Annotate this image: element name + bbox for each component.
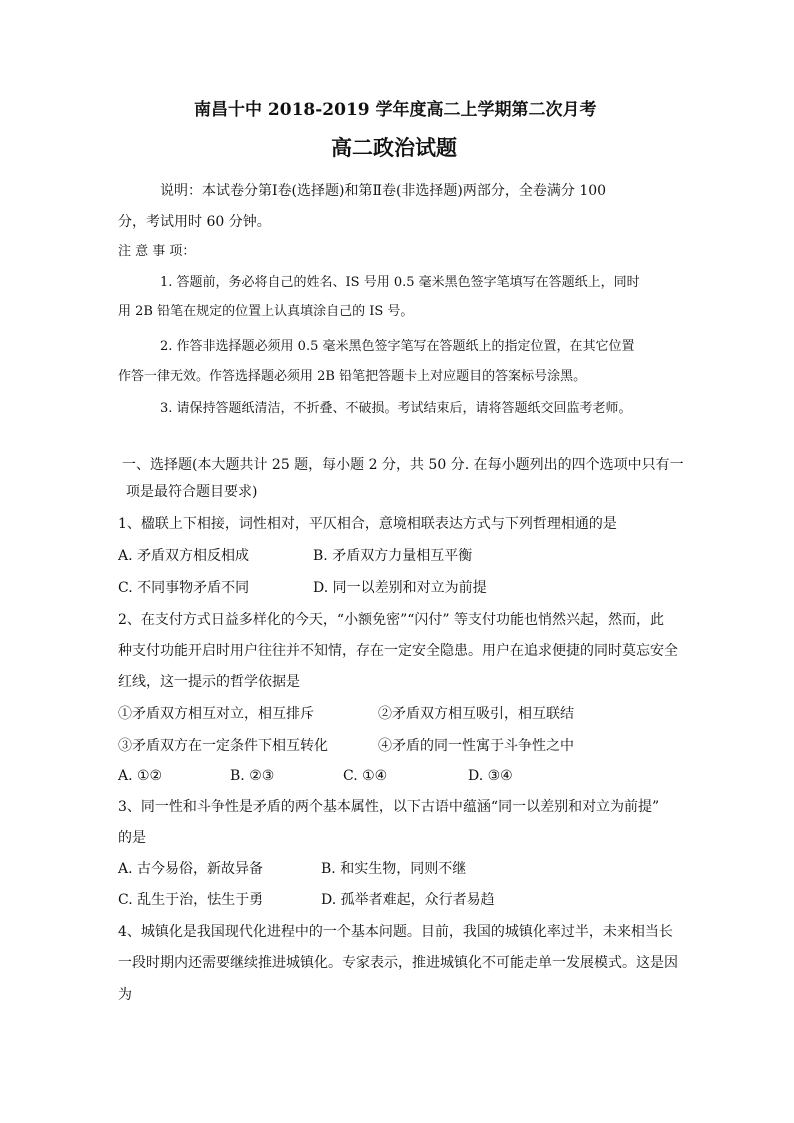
question-1-option-a: A. 矛盾双方相反相成	[118, 548, 250, 564]
section-header-line-2: 项是最符合题目要求)	[126, 484, 258, 500]
question-3-stem-line-1: 3、同一性和斗争性是矛盾的两个基本属性，以下古语中蕴涵“同一以差别和对立为前提”	[118, 799, 660, 815]
question-2-statement-2: ②矛盾双方相互吸引，相互联结	[378, 706, 574, 722]
question-3-option-d: D. 孤举者难起，众行者易趋	[321, 892, 495, 908]
instruction-line-2: 分，考试用时 60 分钟。	[118, 214, 271, 230]
exam-title: 南昌十中 2018-2019 学年度高二上学期第二次月考	[194, 100, 597, 120]
question-4-stem-line-3: 为	[118, 987, 132, 1003]
question-2-statement-3: ③矛盾双方在一定条件下相互转化	[118, 738, 328, 754]
question-1-option-b: B. 矛盾双方力量相互平衡	[313, 548, 473, 564]
exam-subtitle: 高二政治试题	[331, 135, 457, 160]
question-3-option-b: B. 和实生物，同则不继	[321, 861, 467, 877]
question-4-stem-line-2: 一段时期内还需要继续推进城镇化。专家表示，推进城镇化不可能走单一发展模式。这是因	[118, 955, 678, 971]
note-1-line-1: 1. 答题前，务必将自己的姓名、IS 号用 0.5 毫米黑色签字笔填写在答题纸上，同时	[160, 275, 640, 290]
question-2-stem-line-2: 种支付功能开启时用户往往并不知情，存在一定安全隐患。用户在追求便捷的同时莫忘安全	[118, 643, 678, 659]
section-header-line-1: 一、选择题(本大题共计 25 题，每小题 2 分，共 50 分. 在每小题列出的四个选项中只有一	[122, 457, 684, 473]
question-2-option-b: B. ②③	[230, 768, 275, 784]
question-3-stem-line-2: 的是	[118, 830, 146, 846]
note-3: 3. 请保持答题纸清洁，不折叠、不破损。考试结束后，请将答题纸交回监考老师。	[160, 401, 632, 416]
question-2-option-a: A. ①②	[118, 768, 163, 784]
question-4-stem-line-1: 4、城镇化是我国现代化进程中的一个基本问题。目前，我国的城镇化率过半，未来相当长	[118, 924, 673, 940]
question-1-option-c: C. 不同事物矛盾不同	[118, 580, 250, 596]
notes-title: 注 意 事 项：	[118, 244, 196, 259]
question-1-stem: 1、楹联上下相接，词性相对，平仄相合，意境相联表达方式与下列哲理相通的是	[118, 516, 617, 532]
question-2-statement-4: ④矛盾的同一性寓于斗争性之中	[378, 738, 574, 754]
note-1-line-2: 用 2B 铅笔在规定的位置上认真填涂自己的 IS 号。	[118, 304, 414, 319]
question-2-stem-line-3: 红线，这一提示的哲学依据是	[118, 674, 300, 690]
question-2-option-d: D. ③④	[468, 768, 513, 784]
note-2-line-1: 2. 作答非选择题必须用 0.5 毫米黑色签字笔写在答题纸上的指定位置，在其它位置	[160, 339, 635, 354]
instruction-line-1: 说明：本试卷分第Ⅰ卷(选择题)和第Ⅱ卷(非选择题)两部分，全卷满分 100	[160, 183, 607, 199]
question-1-option-d: D. 同一以差别和对立为前提	[313, 580, 487, 596]
question-3-option-a: A. 古今易俗，新故异备	[118, 861, 264, 877]
question-3-option-c: C. 乱生于治，怯生于勇	[118, 892, 264, 908]
note-2-line-2: 作答一律无效。作答选择题必须用 2B 铅笔把答题卡上对应题目的答案标号涂黑。	[118, 369, 587, 384]
question-2-option-c: C. ①④	[343, 768, 388, 784]
question-2-stem-line-1: 2、在支付方式日益多样化的今天，“小额免密”“闪付” 等支付功能也悄然兴起，然而，此	[118, 612, 664, 628]
question-2-statement-1: ①矛盾双方相互对立，相互排斥	[118, 706, 314, 722]
